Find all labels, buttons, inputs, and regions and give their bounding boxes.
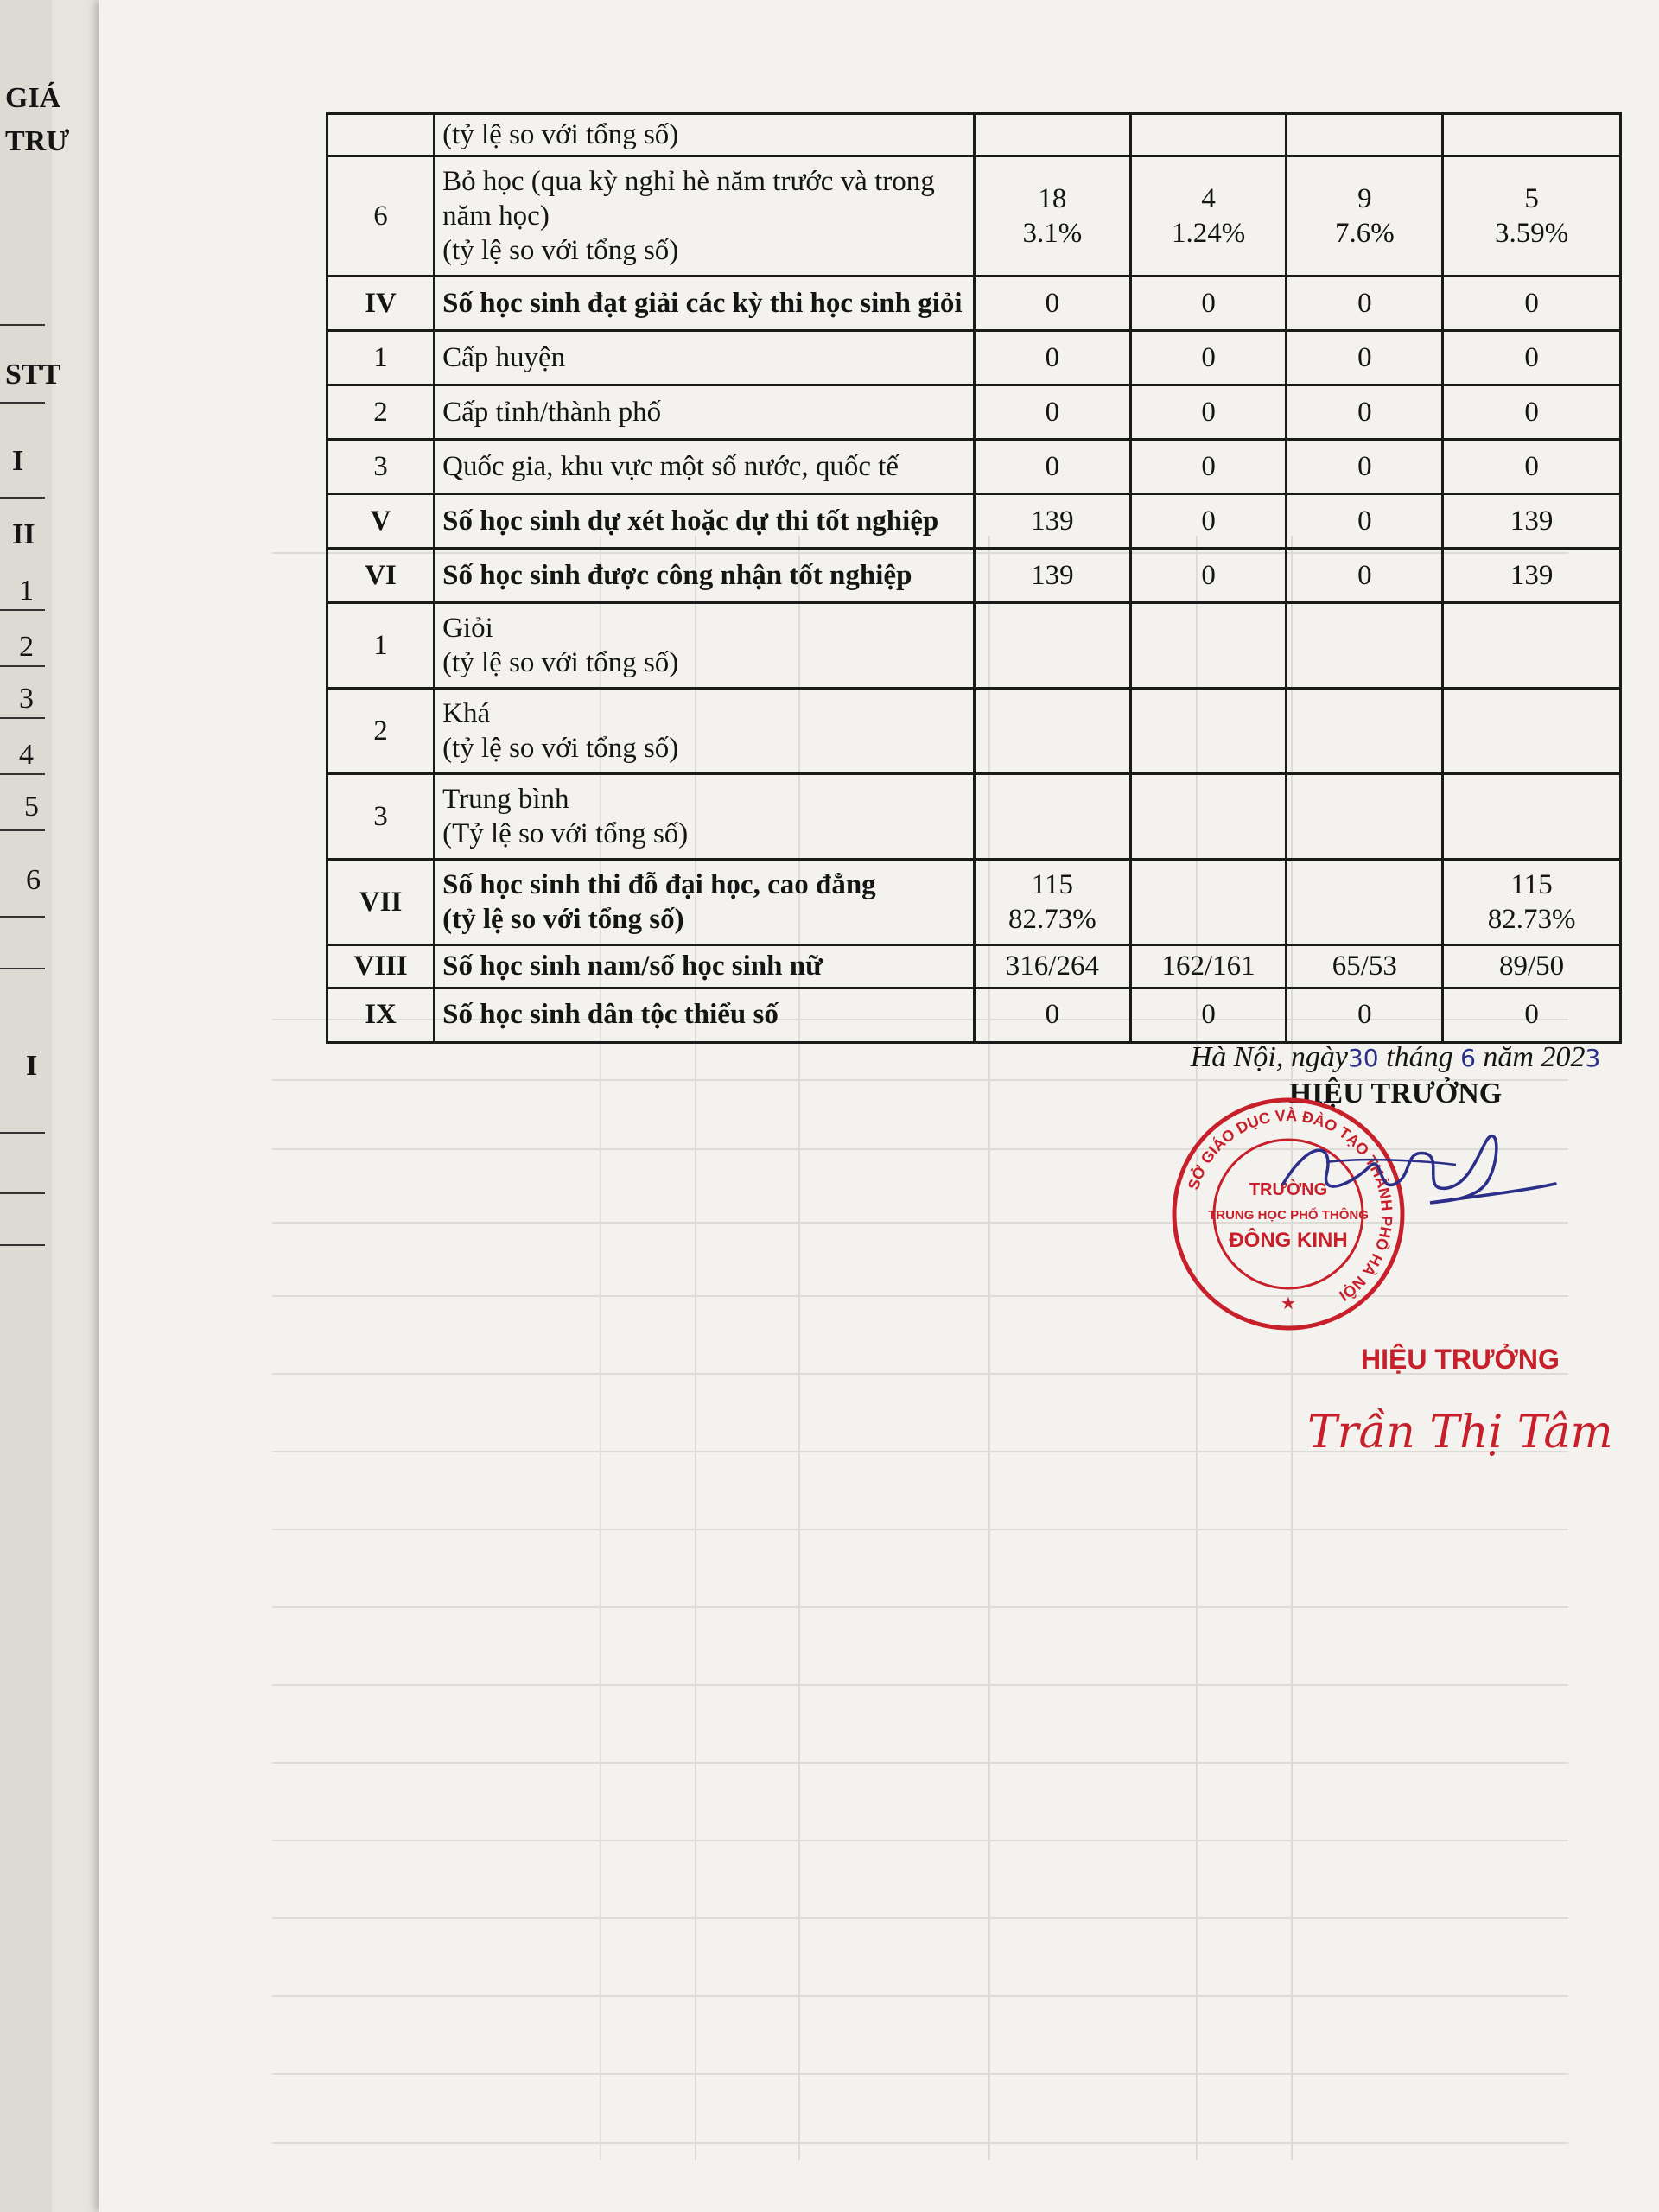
stamp-ring-text: SỞ GIÁO DỤC VÀ ĐÀO TẠO THÀNH PHỐ HÀ NỘI — [1184, 1106, 1396, 1305]
date-prefix: Hà Nội, ngày — [1190, 1041, 1348, 1073]
value-cell-1 — [975, 549, 1131, 603]
value-cell-1 — [975, 774, 1131, 860]
fragment-text: TRƯ — [5, 125, 70, 157]
fragment-text: I — [26, 1050, 38, 1082]
divider — [0, 916, 45, 918]
value-cell-1 — [975, 689, 1131, 774]
value-cell-2 — [1130, 549, 1287, 603]
row-content — [435, 988, 975, 1042]
content-line: Bỏ học (qua kỳ nghỉ hè năm trước và trong — [442, 165, 935, 197]
row-content — [435, 494, 975, 549]
value-cell-3 — [1287, 689, 1443, 774]
principal-title: HIỆU TRƯỞNG — [1288, 1077, 1503, 1109]
table-row — [327, 440, 1621, 494]
content-line: Trung bình — [442, 784, 569, 815]
table-row — [327, 276, 1621, 331]
table-row — [327, 114, 1621, 156]
value-cell-4 — [1443, 494, 1621, 549]
cell-value: 0 — [1045, 999, 1060, 1031]
row-index: IV — [327, 276, 435, 331]
cell-value: 3.59% — [1494, 218, 1569, 250]
cell-value: 82.73% — [1487, 904, 1576, 936]
cell-value: 0 — [1201, 451, 1216, 483]
value-cell-2 — [1130, 689, 1287, 774]
content-line: Số học sinh được công nhận tốt nghiệp — [442, 560, 912, 592]
fragment-text: 3 — [19, 683, 34, 715]
value-cell-1 — [975, 945, 1131, 988]
row-content — [435, 774, 975, 860]
stamp-line: ĐÔNG KINH — [1229, 1229, 1348, 1252]
cell-value: 0 — [1045, 342, 1060, 374]
row-content — [435, 689, 975, 774]
value-cell-3 — [1287, 603, 1443, 689]
value-cell-1 — [975, 331, 1131, 385]
content-line: năm học) — [442, 200, 550, 232]
value-cell-4 — [1443, 385, 1621, 440]
divider — [0, 665, 45, 667]
value-cell-2 — [1130, 156, 1287, 276]
cell-value: 115 — [1031, 869, 1074, 900]
table-row — [327, 603, 1621, 689]
value-cell-4 — [1443, 689, 1621, 774]
stamp-line: TRUNG HỌC PHỔ THÔNG — [1208, 1208, 1369, 1223]
cell-value: 316/264 — [1005, 950, 1099, 982]
cell-value: 0 — [1201, 342, 1216, 374]
row-content — [435, 331, 975, 385]
star-icon: ★ — [1281, 1294, 1296, 1313]
cell-value: 0 — [1357, 451, 1372, 483]
cell-value: 0 — [1524, 397, 1539, 429]
cell-value: 0 — [1357, 397, 1372, 429]
value-cell-3 — [1287, 156, 1443, 276]
divider — [0, 497, 45, 499]
divider — [0, 1244, 45, 1246]
document-page — [99, 0, 1659, 2212]
cell-value: 9 — [1357, 183, 1372, 214]
value-cell-2 — [1130, 331, 1287, 385]
value-cell-4 — [1443, 331, 1621, 385]
cell-value: 0 — [1357, 999, 1372, 1031]
table-row — [327, 988, 1621, 1042]
date-day: 30 — [1347, 1044, 1379, 1072]
divider — [0, 609, 45, 611]
value-cell-1 — [975, 385, 1131, 440]
value-cell-4 — [1443, 860, 1621, 945]
cell-value: 0 — [1201, 397, 1216, 429]
value-cell-2 — [1130, 945, 1287, 988]
stamp-line: TRƯỜNG — [1249, 1180, 1328, 1199]
value-cell-3 — [1287, 494, 1443, 549]
row-index: IX — [327, 988, 435, 1042]
date-year-digit: 3 — [1585, 1044, 1601, 1072]
adjacent-page-strip — [0, 0, 70, 2212]
content-line: Số học sinh dự xét hoặc dự thi tốt nghiệp — [442, 505, 939, 537]
row-index: V — [327, 494, 435, 549]
row-content — [435, 945, 975, 988]
cell-value: 89/50 — [1499, 950, 1565, 982]
cell-value: 1.24% — [1171, 218, 1246, 250]
divider — [0, 402, 45, 404]
cell-value: 4 — [1201, 183, 1216, 214]
date-year-label: năm 202 — [1483, 1041, 1586, 1073]
cell-value: 82.73% — [1008, 904, 1096, 936]
cell-value: 139 — [1510, 505, 1554, 537]
date-month: 6 — [1460, 1044, 1476, 1072]
statistics-table — [326, 112, 1622, 1044]
cell-value: 0 — [1045, 451, 1060, 483]
row-index — [327, 114, 435, 156]
row-content — [435, 860, 975, 945]
content-line: Số học sinh thi đỗ đại học, cao đẳng — [442, 869, 876, 900]
cell-value: 0 — [1357, 560, 1372, 592]
value-cell-4 — [1443, 276, 1621, 331]
content-line: (tỷ lệ so với tổng số) — [442, 904, 684, 936]
value-cell-4 — [1443, 156, 1621, 276]
cell-value: 18 — [1038, 183, 1067, 214]
value-cell-3 — [1287, 331, 1443, 385]
row-index: 6 — [327, 156, 435, 276]
cell-value: 3.1% — [1022, 218, 1083, 250]
table-row — [327, 385, 1621, 440]
value-cell-3 — [1287, 385, 1443, 440]
value-cell-2 — [1130, 440, 1287, 494]
value-cell-3 — [1287, 440, 1443, 494]
cell-value: 139 — [1510, 560, 1554, 592]
table-row — [327, 689, 1621, 774]
content-line: Quốc gia, khu vực một số nước, quốc tế — [442, 451, 899, 483]
row-index: 3 — [327, 774, 435, 860]
cell-value: 0 — [1201, 999, 1216, 1031]
divider — [0, 773, 45, 775]
table-row — [327, 156, 1621, 276]
value-cell-3 — [1287, 549, 1443, 603]
row-index: VII — [327, 860, 435, 945]
row-index: 2 — [327, 385, 435, 440]
value-cell-4 — [1443, 945, 1621, 988]
table-row — [327, 860, 1621, 945]
value-cell-4 — [1443, 774, 1621, 860]
value-cell-4 — [1443, 549, 1621, 603]
value-cell-1 — [975, 494, 1131, 549]
divider — [0, 968, 45, 969]
value-cell-2 — [1130, 385, 1287, 440]
date-month-label: tháng — [1386, 1041, 1453, 1073]
row-content — [435, 276, 975, 331]
value-cell-3 — [1287, 988, 1443, 1042]
cell-value: 7.6% — [1334, 218, 1395, 250]
svg-text:Trần Thị Tâm: Trần Thị Tâm — [1307, 1407, 1613, 1459]
value-cell-4 — [1443, 114, 1621, 156]
content-line: (tỷ lệ so với tổng số) — [442, 733, 679, 765]
fragment-text: 6 — [26, 864, 41, 896]
fragment-text: 4 — [19, 739, 34, 771]
handwritten-signature — [1274, 1123, 1560, 1227]
table-row — [327, 774, 1621, 860]
cell-value: 65/53 — [1332, 950, 1397, 982]
cell-value: 0 — [1045, 397, 1060, 429]
cell-value: 139 — [1031, 505, 1074, 537]
divider — [0, 717, 45, 719]
table-row — [327, 331, 1621, 385]
value-cell-2 — [1130, 774, 1287, 860]
value-cell-3 — [1287, 276, 1443, 331]
value-cell-1 — [975, 440, 1131, 494]
value-cell-2 — [1130, 988, 1287, 1042]
content-line: (tỷ lệ so với tổng số) — [442, 119, 679, 150]
table-row — [327, 945, 1621, 988]
principal-name-signature — [1300, 1387, 1620, 1473]
value-cell-4 — [1443, 440, 1621, 494]
fragment-text: I — [12, 445, 24, 477]
fragment-text: 5 — [24, 791, 39, 823]
row-content — [435, 440, 975, 494]
row-content — [435, 114, 975, 156]
table-row — [327, 549, 1621, 603]
fragment-text: 2 — [19, 631, 34, 663]
divider — [0, 1192, 45, 1194]
value-cell-1 — [975, 988, 1131, 1042]
value-cell-4 — [1443, 988, 1621, 1042]
content-line: (Tỷ lệ so với tổng số) — [442, 818, 689, 850]
content-line: Số học sinh dân tộc thiểu số — [442, 999, 779, 1031]
value-cell-2 — [1130, 114, 1287, 156]
value-cell-3 — [1287, 945, 1443, 988]
cell-value: 0 — [1201, 505, 1216, 537]
cell-value: 0 — [1201, 560, 1216, 592]
cell-value: 0 — [1524, 288, 1539, 320]
cell-value: 139 — [1031, 560, 1074, 592]
row-index: 2 — [327, 689, 435, 774]
cell-value: 0 — [1357, 505, 1372, 537]
cell-value: 162/161 — [1161, 950, 1255, 982]
value-cell-1 — [975, 860, 1131, 945]
row-index: VIII — [327, 945, 435, 988]
content-line: Số học sinh đạt giải các kỳ thi học sinh giỏi — [442, 288, 963, 320]
value-cell-1 — [975, 114, 1131, 156]
cell-value: 0 — [1524, 451, 1539, 483]
value-cell-2 — [1130, 603, 1287, 689]
row-content — [435, 156, 975, 276]
cell-value: 115 — [1510, 869, 1553, 900]
value-cell-1 — [975, 156, 1131, 276]
value-cell-2 — [1130, 276, 1287, 331]
cell-value: 0 — [1524, 342, 1539, 374]
date-line — [1171, 1041, 1620, 1074]
row-index: VI — [327, 549, 435, 603]
content-line: (tỷ lệ so với tổng số) — [442, 235, 679, 267]
value-cell-1 — [975, 276, 1131, 331]
content-line: Cấp huyện — [442, 342, 566, 374]
row-content — [435, 549, 975, 603]
divider — [0, 830, 45, 831]
row-index: 1 — [327, 331, 435, 385]
divider — [0, 324, 45, 326]
row-index: 3 — [327, 440, 435, 494]
cell-value: 0 — [1357, 342, 1372, 374]
fragment-text: STT — [5, 359, 61, 391]
fragment-text: GIÁ — [5, 82, 61, 114]
row-content — [435, 603, 975, 689]
content-line: (tỷ lệ so với tổng số) — [442, 647, 679, 679]
cell-value: 0 — [1357, 288, 1372, 320]
content-line: Khá — [442, 698, 491, 729]
content-line: Cấp tỉnh/thành phố — [442, 397, 662, 429]
cell-value: 0 — [1045, 288, 1060, 320]
table-row — [327, 494, 1621, 549]
cell-value: 5 — [1524, 183, 1539, 214]
principal-title-stamp: HIỆU TRƯỞNG — [1361, 1344, 1560, 1375]
content-line: Giỏi — [442, 613, 493, 644]
divider — [0, 1132, 45, 1134]
row-index: 1 — [327, 603, 435, 689]
content-line: Số học sinh nam/số học sinh nữ — [442, 950, 823, 982]
value-cell-4 — [1443, 603, 1621, 689]
value-cell-3 — [1287, 860, 1443, 945]
row-content — [435, 385, 975, 440]
value-cell-3 — [1287, 114, 1443, 156]
value-cell-3 — [1287, 774, 1443, 860]
cell-value: 0 — [1524, 999, 1539, 1031]
fragment-text: 1 — [19, 575, 34, 607]
value-cell-1 — [975, 603, 1131, 689]
fragment-text: II — [12, 518, 35, 550]
value-cell-2 — [1130, 860, 1287, 945]
value-cell-2 — [1130, 494, 1287, 549]
cell-value: 0 — [1201, 288, 1216, 320]
